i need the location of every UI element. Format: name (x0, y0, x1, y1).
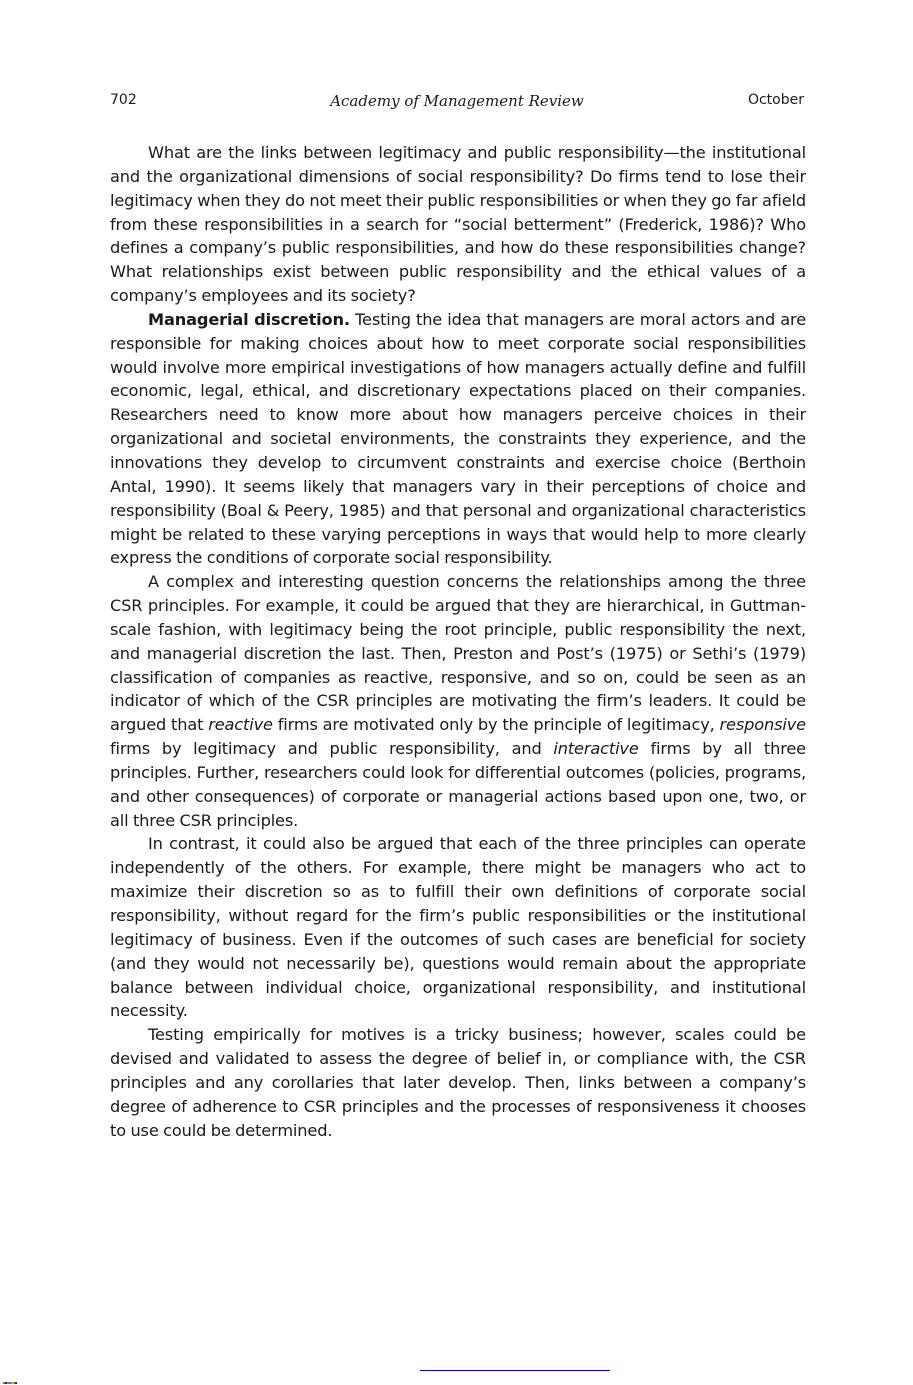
paragraph-independent-principles (110, 832, 806, 1023)
issue-month: October (747, 92, 804, 108)
paragraph-text: Testing the idea that managers are moral actors and are responsible for making choices about how to meet corporate social responsibilities would involve more empirical investigations of how managers actually define and fulfill economic, legal, ethical, and discretionary expectations placed on their companies. Researchers need to know more about how managers perceive choices in their organizational and societal environments, the constraints they experience, and the innovations they develop to circumvent constraints and exercise choice (Berthoin Antal, 1990). It seems likely that managers vary in their perceptions of choice and responsibility (Boal & Peery, 1985) and that personal and organizational characteristics might be related to these varying perceptions in ways that would help to more clearly express the conditions of corporate social responsibility. (110, 309, 807, 568)
emphasis-reactive: reactive (208, 715, 273, 735)
paragraph-legitimacy-questions (110, 141, 806, 308)
page-number: 702 (110, 92, 137, 108)
emphasis-interactive: interactive (553, 739, 639, 759)
footer-rule (420, 1370, 610, 1371)
scan-color-marks (3, 1382, 17, 1384)
paragraph-managerial-discretion (110, 308, 806, 570)
paragraph-text-segment: A complex and interesting question concerns the relationships among the three CSR principles. For example, it could be argued that they are hierarchical, in Guttman-scale fashion, with legitimacy being the root principle, public responsibility the next, and managerial discretion the last. Then, Preston and Post’s (1975) or Sethi’s (1979) classification of companies as reactive, responsive, and so on, could be seen as an indicator of which of the CSR principles are motivating the firm’s leaders. It could be argued that (110, 572, 806, 735)
journal-title: Academy of Management Review (330, 92, 584, 110)
emphasis-responsive: responsive (719, 715, 806, 735)
paragraph-text: What are the links between legitimacy and public responsibility—the institutional and the organizational dimensions of social responsibility? Do firms tend to lose their legitimacy when they do not meet their public responsibilities or when they go far afield from these responsibilities in a search for “social betterment” (Frederick, 1986)? Who defines a company’s public responsibilities, and how do these responsibilities change? What relationships exist between public responsibility and the ethical values of a company’s employees and its society? (110, 143, 806, 306)
paragraph-text: In contrast, it could also be argued that each of the three principles can operate independently of the others. For example, there might be managers who act to maximize their discretion so as to fulfill their own definitions of corporate social responsibility, without regard for the firm’s public responsibilities or the institutional legitimacy of business. Even if the outcomes of such cases are beneficial for society (and they would not necessarily be), questions would remain about the appropriate balance between individual choice, organizational responsibility, and institutional necessity. (110, 834, 806, 1021)
section-run-in-heading: Managerial discretion. (148, 309, 350, 329)
paragraph-text-segment: firms are motivated only by the principle of legitimacy, (272, 715, 720, 735)
paragraph-text: Testing empirically for motives is a tricky business; however, scales could be devised and validated to assess the degree of belief in, or compliance with, the CSR principles and any corollaries that later develop. Then, links between a company’s degree of adherence to CSR principles and the processes of responsiveness it chooses to use could be determined. (110, 1025, 806, 1140)
paragraph-text-segment: firms by legitimacy and public responsibility, and (110, 739, 554, 759)
paragraph-text-segment: firms by all three principles. Further, researchers could look for differential outcomes (policies, programs, and other consequences) of corporate or managerial actions based upon one, two, or all three CSR principles. (110, 739, 806, 830)
running-header (110, 92, 804, 112)
paragraph-testing-motives (110, 1023, 806, 1142)
article-body (110, 141, 806, 1142)
paragraph-csr-hierarchy (110, 570, 806, 832)
